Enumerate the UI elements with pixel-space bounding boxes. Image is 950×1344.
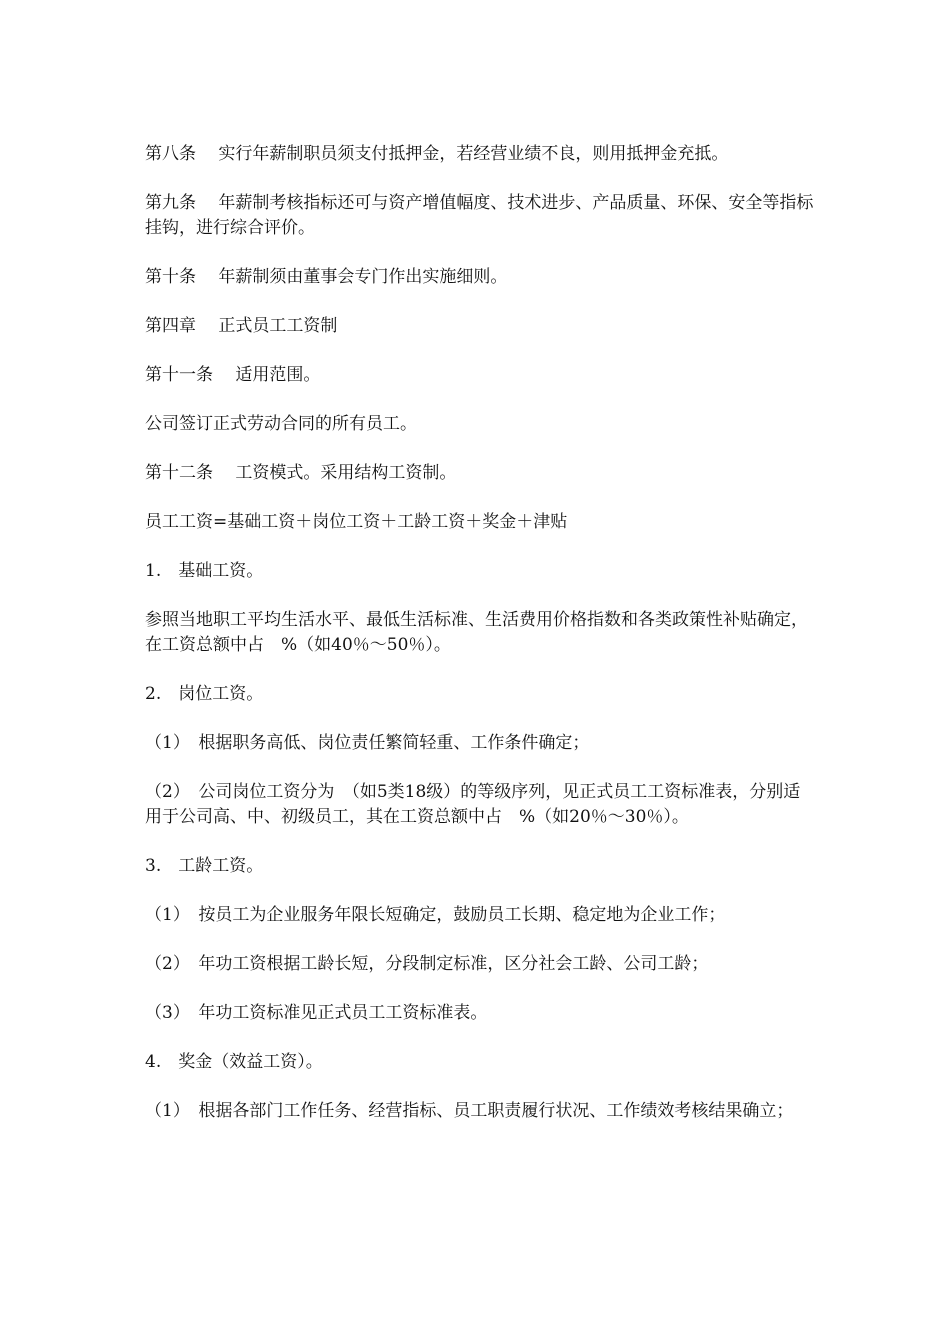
item-3-point-3: （3） 年功工资标准见正式员工工资标准表。 — [145, 1003, 488, 1023]
item-4-heading: 4. 奖金（效益工资）。 — [145, 1052, 323, 1072]
item-2-point-1: （1） 根据职务高低、岗位责任繁简轻重、工作条件确定； — [145, 733, 590, 753]
article-10: 第十条 年薪制须由董事会专门作出实施细则。 — [145, 267, 508, 287]
article-11: 第十一条 适用范围。 — [145, 365, 321, 385]
item-1-heading: 1. 基础工资。 — [145, 561, 264, 581]
article-11-text: 公司签订正式劳动合同的所有员工。 — [145, 414, 417, 434]
salary-formula: 员工工资=基础工资＋岗位工资＋工龄工资＋奖金＋津贴 — [145, 512, 568, 532]
item-2-point-2: （2） 公司岗位工资分为 （如5类18级）的等级序列，见正式员工工资标准表，分别适用于公司高、中、初级员工，其在工资总额中占 %（如20％～30％）。 — [145, 782, 801, 827]
chapter-4-heading: 第四章 正式员工工资制 — [145, 316, 338, 336]
item-3-point-2: （2） 年功工资根据工龄长短，分段制定标准，区分社会工龄、公司工龄； — [145, 954, 709, 974]
article-9: 第九条 年薪制考核指标还可与资产增值幅度、技术进步、产品质量、环保、安全等指标挂钩，进行综合评价。 — [145, 193, 814, 238]
item-2-heading: 2. 岗位工资。 — [145, 684, 264, 704]
document-page — [145, 142, 815, 1148]
item-3-point-1: （1） 按员工为企业服务年限长短确定，鼓励员工长期、稳定地为企业工作； — [145, 905, 726, 925]
article-12: 第十二条 工资模式。采用结构工资制。 — [145, 463, 457, 483]
item-3-heading: 3. 工龄工资。 — [145, 856, 264, 876]
article-8: 第八条 实行年薪制职员须支付抵押金，若经营业绩不良，则用抵押金充抵。 — [145, 144, 729, 164]
item-1-text: 参照当地职工平均生活水平、最低生活标准、生活费用价格指数和各类政策性补贴确定，在工资总额中占 %（如40％～50％）。 — [145, 610, 808, 655]
item-4-point-1: （1） 根据各部门工作任务、经营指标、员工职责履行状况、工作绩效考核结果确立； — [145, 1101, 794, 1121]
